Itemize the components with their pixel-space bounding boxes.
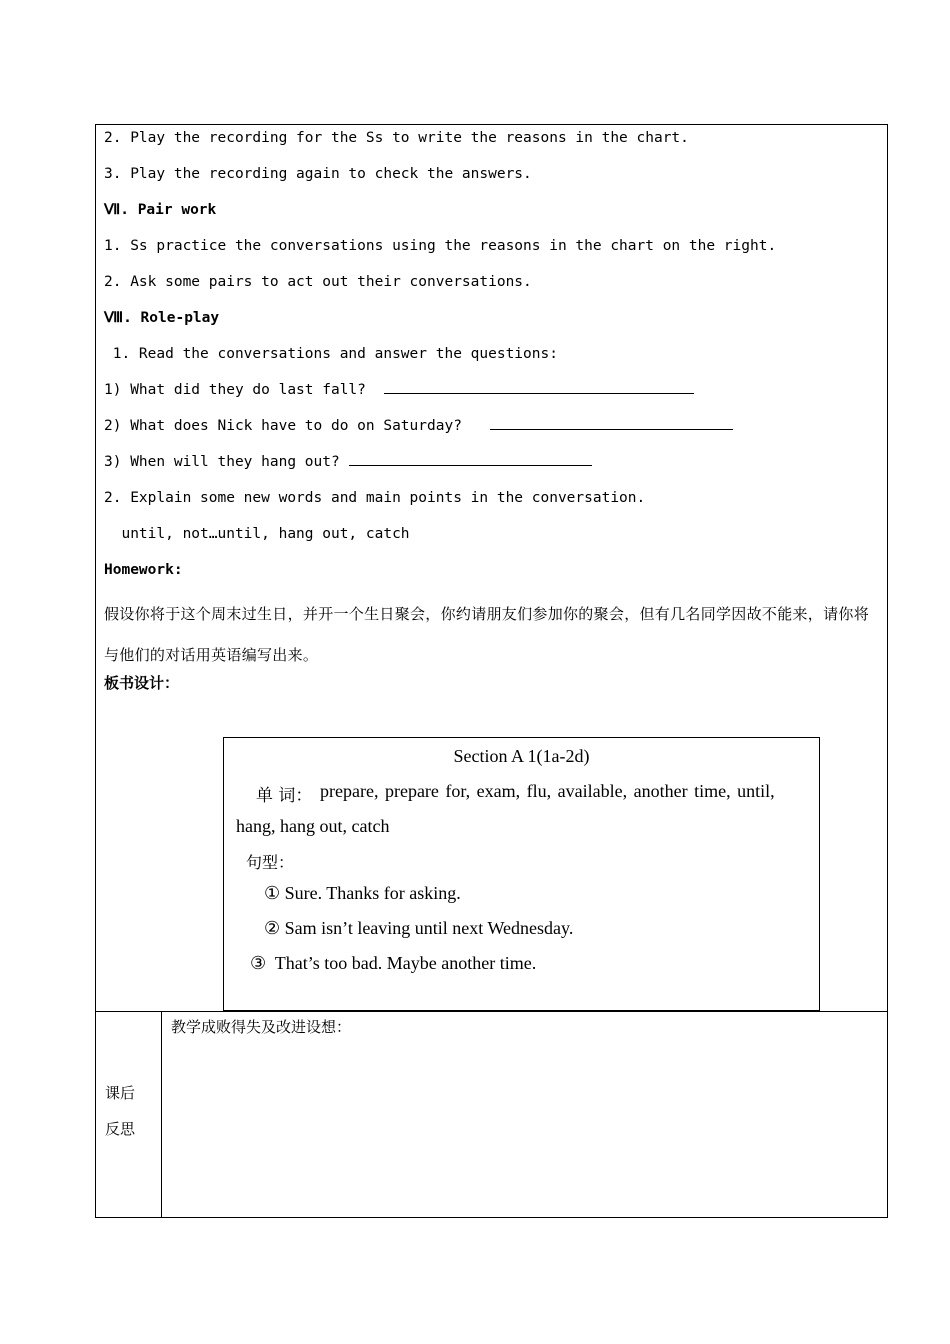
step-check-answers: 3. Play the recording again to check the answers. — [104, 166, 532, 182]
question-1-text: 1) What did they do last fall? — [104, 382, 366, 398]
pair-work-step-2: 2. Ask some pairs to act out their conversations. — [104, 274, 532, 290]
key-words: until, not…until, hang out, catch — [104, 526, 410, 542]
reflection-column-divider — [161, 1011, 162, 1218]
reflection-row-top-border — [95, 1011, 888, 1012]
sentence-3: ③ That’s too bad. Maybe another time. — [250, 953, 537, 973]
section-pair-work: Ⅶ. Pair work — [104, 202, 217, 218]
words-label-text: 单 词： — [256, 786, 313, 806]
homework-text: 假设你将于这个周末过生日，并开一个生日聚会，你约请朋友们参加你的聚会，但有几名同学因故不能来，请你将与他们的对话用英语编写出来。 — [104, 605, 870, 664]
pair-work-step-1: 1. Ss practice the conversations using the reasons in the chart on the right. — [104, 238, 777, 254]
reflection-label-line-1: 课后 — [105, 1084, 136, 1102]
role-play-step-2: 2. Explain some new words and main points in the conversation. — [104, 490, 646, 506]
words-line-1: prepare, prepare for, exam, flu, available, another time, until, — [320, 781, 775, 801]
question-3-text: 3) When will they hang out? — [104, 454, 340, 470]
words-line-2: hang, hang out, catch — [236, 816, 390, 836]
sentence-1: ① Sure. Thanks for asking. — [264, 883, 461, 903]
question-1 — [104, 381, 694, 399]
section-role-play: Ⅷ. Role-play — [104, 310, 220, 326]
board-title: Section A 1(1a-2d) — [453, 746, 590, 766]
reflection-label-line-2: 反思 — [105, 1120, 136, 1138]
sentences-label: 句型： — [246, 853, 295, 872]
sentence-2: ② Sam isn’t leaving until next Wednesday. — [264, 918, 574, 938]
answer-blank-2 — [490, 417, 733, 430]
words-label — [256, 781, 312, 806]
answer-blank-1 — [384, 381, 694, 394]
homework-label: Homework: — [104, 562, 183, 578]
board-design-box — [223, 737, 820, 1011]
board-design-heading: 板书设计： — [104, 674, 180, 692]
role-play-step-1: 1. Read the conversations and answer the questions: — [104, 346, 558, 362]
reflection-content: 教学成败得失及改进设想： — [171, 1018, 352, 1036]
step-play-recording: 2. Play the recording for the Ss to write the reasons in the chart. — [104, 130, 689, 146]
answer-blank-3 — [349, 453, 592, 466]
question-2 — [104, 417, 733, 435]
question-3 — [104, 453, 592, 471]
question-2-text: 2) What does Nick have to do on Saturday? — [104, 418, 462, 434]
